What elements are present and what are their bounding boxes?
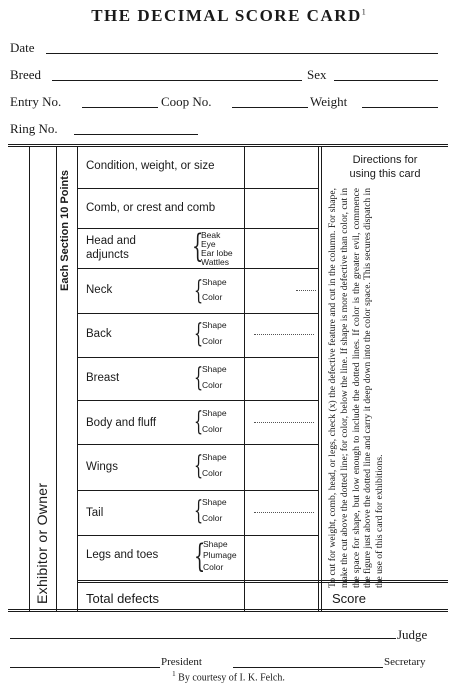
directions-column-left-inner <box>321 146 322 611</box>
brace-icon: { <box>194 276 204 306</box>
card-title: THE DECIMAL SCORE CARD$^1$ <box>91 6 366 25</box>
judge-field[interactable] <box>10 638 396 639</box>
brace-icon: { <box>194 363 204 393</box>
dotted-line <box>254 512 314 513</box>
brace-icon: { <box>194 537 206 575</box>
brace-icon: { <box>194 319 204 349</box>
sub-color: Color <box>202 380 223 390</box>
coop-no-label: Coop No. <box>161 94 212 109</box>
total-defects-label: Total defects <box>86 591 159 606</box>
row-divider <box>77 400 318 401</box>
sub-wattles: Wattles <box>201 257 230 267</box>
sub-shape: Shape <box>202 320 227 330</box>
weight-label: Weight <box>310 94 348 109</box>
breed-field[interactable] <box>52 80 302 81</box>
directions-heading-line1: Directions for <box>352 154 418 166</box>
president-field[interactable] <box>10 667 160 668</box>
exhibitor-column-border <box>29 146 30 611</box>
judge-label: Judge <box>397 627 428 642</box>
dotted-line <box>254 422 314 423</box>
row-body: Body and fluff <box>86 417 157 429</box>
breed-label: Breed <box>10 67 42 82</box>
score-label: Score <box>332 591 366 606</box>
sub-color: Color <box>202 292 223 302</box>
brace-icon: { <box>194 407 204 437</box>
brace-icon: { <box>192 227 204 265</box>
entry-no-label: Entry No. <box>10 94 62 109</box>
row-divider <box>77 188 318 189</box>
sub-plumage: Plumage <box>203 550 237 560</box>
brace-icon: { <box>194 451 204 481</box>
row-head: Head and <box>86 235 136 247</box>
row-back: Back <box>86 328 112 340</box>
row-breast: Breast <box>86 372 120 384</box>
sub-shape: Shape <box>202 277 227 287</box>
row-divider <box>77 535 318 536</box>
ring-no-field[interactable] <box>74 134 198 135</box>
sex-label: Sex <box>307 67 327 82</box>
president-label: President <box>161 656 202 668</box>
weight-field[interactable] <box>362 107 438 108</box>
row-legs: Legs and toes <box>86 549 159 561</box>
sub-color: Color <box>203 562 224 572</box>
sub-color: Color <box>202 424 223 434</box>
brace-icon: { <box>194 496 204 526</box>
footnote-text: By courtesy of I. K. Felch. <box>178 672 285 684</box>
sub-shape: Shape <box>202 452 227 462</box>
sub-color: Color <box>202 513 223 523</box>
rows-column-border <box>77 146 78 611</box>
row-tail: Tail <box>86 507 104 519</box>
row-head-line2: adjuncts <box>86 249 129 261</box>
row-condition: Condition, weight, or size <box>86 160 215 172</box>
sub-shape: Shape <box>202 408 227 418</box>
sub-shape: Shape <box>202 364 227 374</box>
footnote <box>0 670 457 683</box>
sub-beak: Beak <box>201 230 221 240</box>
directions-text: To cut for weight, comb, head, or legs, check (x) the defective feature and cut in the column. For shape, make the cut above the dotted line; for color, below the line. If shape is more defective than color, cut in the space for shape, but low enough to include the dotted lines. If color is the greater evil, commence the figure just above the dotted line and carry it deep down into the color space. This secures dispatch in the use of this card for exhibitions. <box>327 188 386 588</box>
dotted-line <box>296 290 316 291</box>
row-divider <box>77 490 318 491</box>
exhibitor-label: Exhibitor or Owner <box>34 482 50 604</box>
table-bottom-border <box>8 609 448 610</box>
sub-earlobe: Ear lobe <box>201 248 233 258</box>
sub-color: Color <box>202 468 223 478</box>
table-bottom-border-inner <box>8 611 448 612</box>
entry-no-field[interactable] <box>82 107 158 108</box>
ring-no-label: Ring No. <box>10 121 58 136</box>
sub-shape: Shape <box>202 497 227 507</box>
score-column-left <box>244 146 245 611</box>
row-comb: Comb, or crest and comb <box>86 202 216 214</box>
dotted-line <box>254 334 314 335</box>
directions-heading <box>322 153 448 181</box>
sub-eye: Eye <box>201 239 216 249</box>
directions-heading-line2: using this card <box>349 168 421 180</box>
directions-column-left <box>318 146 319 611</box>
table-top-border <box>8 144 448 145</box>
date-field[interactable] <box>46 53 438 54</box>
points-column-border <box>56 146 57 611</box>
sub-shape: Shape <box>203 539 228 549</box>
row-neck: Neck <box>86 284 113 296</box>
secretary-field[interactable] <box>233 667 383 668</box>
row-divider <box>77 444 318 445</box>
secretary-label: Secretary <box>384 656 426 668</box>
footnote-mark: 1 <box>361 7 366 17</box>
row-divider <box>77 268 318 269</box>
row-divider <box>77 357 318 358</box>
row-wings: Wings <box>86 461 118 473</box>
section-points-label: Each Section 10 Points <box>59 169 71 291</box>
sub-color: Color <box>202 336 223 346</box>
date-label: Date <box>10 40 35 55</box>
table-top-border-inner <box>8 146 448 147</box>
sex-field[interactable] <box>334 80 438 81</box>
row-divider <box>77 313 318 314</box>
footnote-mark: 1 <box>172 670 176 678</box>
coop-no-field[interactable] <box>232 107 308 108</box>
